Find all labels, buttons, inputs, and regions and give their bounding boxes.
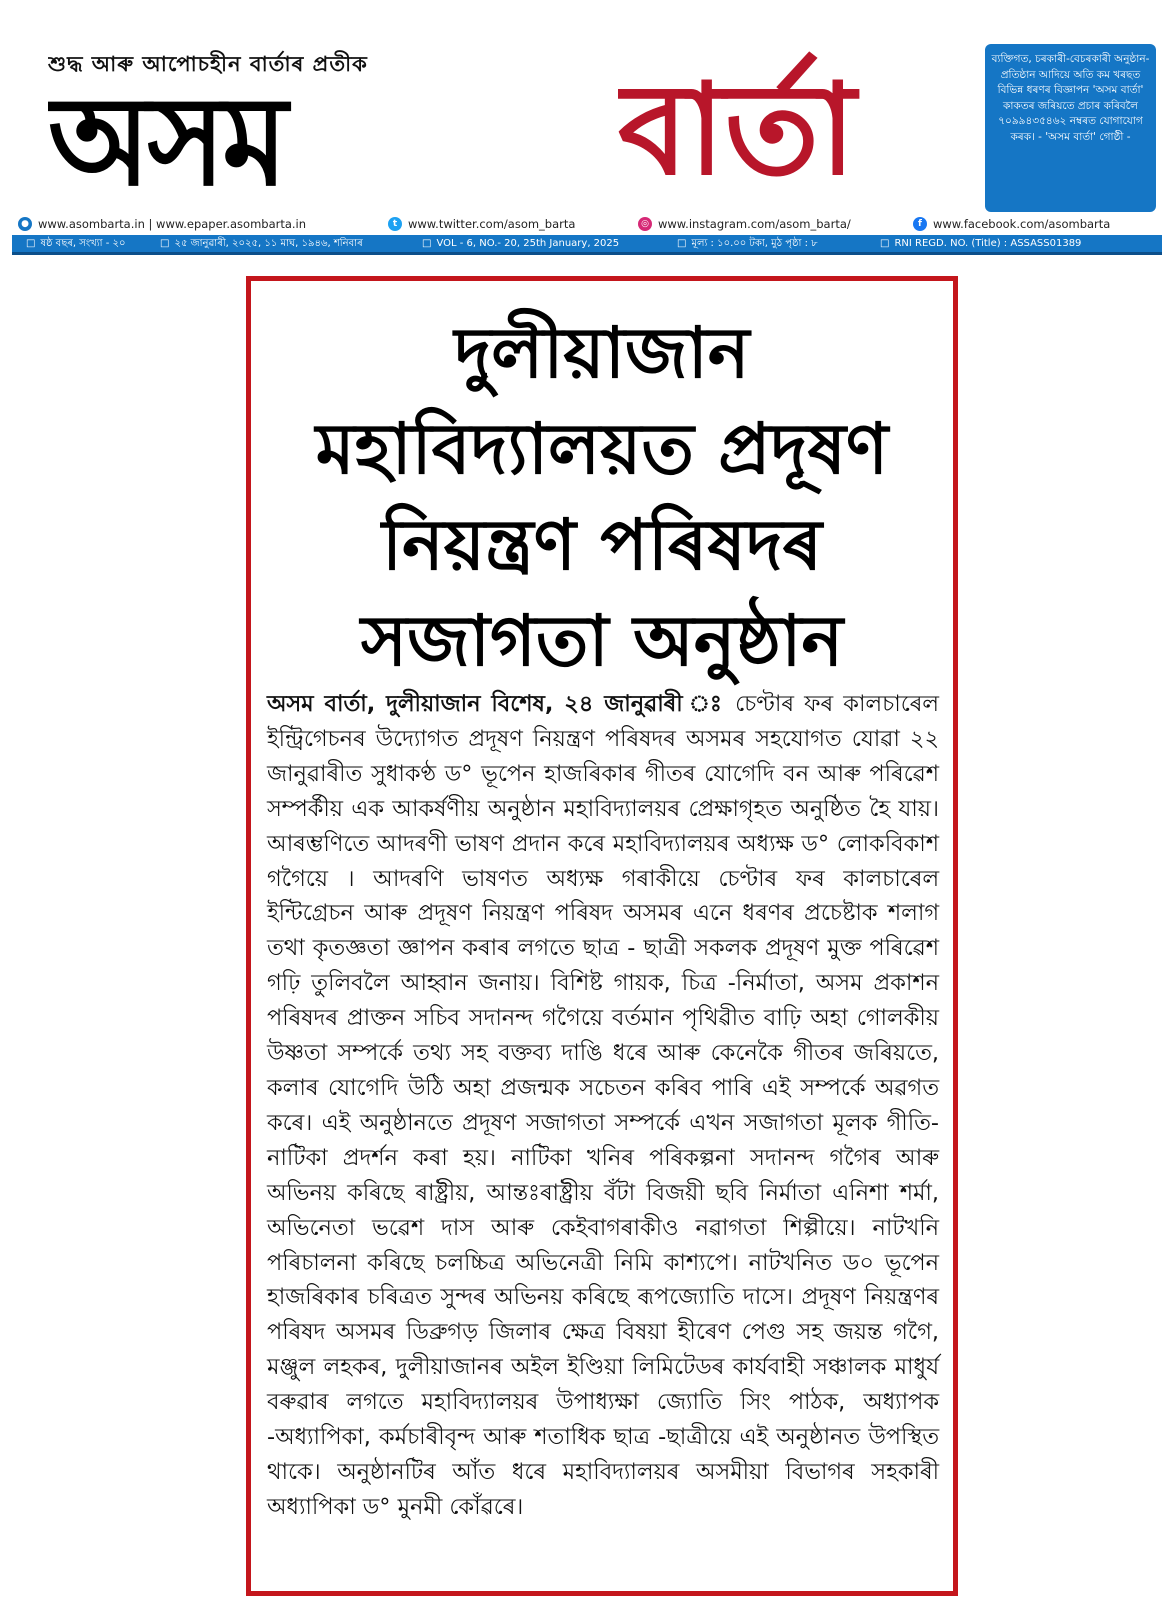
article-body xyxy=(267,687,939,1525)
issue-price: □ মূল্য : ১০.০০ টকা, মুঠ পৃষ্ঠা : ৮ xyxy=(677,235,818,252)
advertisement-box: ব্যক্তিগত, চৰকাৰী-বেচৰকাৰী অনুষ্ঠান-প্ৰতিষ্ঠান আদিয়ে অতি কম খৰছত বিভিন্ন ধৰণৰ বিজ্ঞাপন 'অসম বাৰ্তা' কাকতৰ জৰিয়তে প্ৰচাৰ কৰিবলৈ ৭০৯৯৪৩৫৪৬২ নম্বৰত যোগাযোগ কৰক। - 'অসম বাৰ্তা' গোষ্ঠী - xyxy=(985,44,1156,212)
issue-volume: □ VOL - 6, NO.- 20, 25th January, 2025 xyxy=(422,235,619,252)
article-box xyxy=(246,276,958,1596)
masthead-title-right: বাৰ্তা xyxy=(618,55,856,203)
social-links-row xyxy=(18,217,1158,233)
twitter-link-text: www.twitter.com/asom_barta xyxy=(408,217,576,231)
instagram-icon: ◎ xyxy=(638,217,652,231)
masthead-title-left: অসম xyxy=(48,72,285,210)
instagram-link[interactable] xyxy=(638,217,851,231)
website-link[interactable] xyxy=(18,217,306,231)
issue-info-bar xyxy=(12,235,1162,255)
facebook-link-text: www.facebook.com/asombarta xyxy=(933,217,1111,231)
issue-number: □ ষষ্ঠ বছৰ, সংখ্যা - ২০ xyxy=(26,235,126,252)
facebook-link[interactable] xyxy=(913,217,1110,231)
instagram-link-text: www.instagram.com/asom_barta/ xyxy=(658,217,851,231)
twitter-icon: t xyxy=(388,217,402,231)
twitter-link[interactable] xyxy=(388,217,575,231)
headline-line: নিয়ন্ত্ৰণ পৰিষদৰ xyxy=(381,504,823,586)
headline-line: দুলীয়াজান xyxy=(454,312,750,394)
headline-line: মহাবিদ্যালয়ত প্ৰদূষণ xyxy=(315,408,889,490)
facebook-icon: f xyxy=(913,217,927,231)
website-link-text: www.asombarta.in | www.epaper.asombarta.in xyxy=(38,217,307,231)
issue-date-assamese: □ ২৫ জানুৱাৰী, ২০২৫, ১১ মাঘ, ১৯৪৬, শনিবাৰ xyxy=(160,235,363,252)
headline-line: সজাগতা অনুষ্ঠান xyxy=(360,600,844,682)
rni-registration: □ RNI REGD. NO. (Title) : ASSASS01389 xyxy=(880,235,1081,252)
article-dateline: অসম বাৰ্তা, দুলীয়াজান বিশেষ, ২৪ জানুৱাৰী ঃ xyxy=(267,691,725,717)
article-headline xyxy=(271,305,933,689)
globe-icon: ● xyxy=(18,217,32,231)
masthead-tagline: শুদ্ধ আৰু আপোচহীন বাৰ্তাৰ প্ৰতীক xyxy=(48,52,368,76)
article-body-text: চেণ্টাৰ ফৰ কালচাৰেল ইন্ট্ৰিগেচনৰ উদ্যোগত প্ৰদূষণ নিয়ন্ত্ৰণ পৰিষদৰ অসমৰ সহযোগত যোৱা ২২ জানুৱাৰীত সুধাকণ্ঠ ড° ভূপেন হাজৰিকাৰ গীতৰ যোগেদি বন আৰু পৰিৱেশ সম্পৰ্কীয় এক আকৰ্ষণীয় অনুষ্ঠান মহাবিদ্যালয়ৰ প্ৰেক্ষাগৃহত অনুষ্ঠিত হৈ যায়। আৰম্ভণিতে আদৰণী ভাষণ প্ৰদান কৰে মহাবিদ্যালয়ৰ অধ্যক্ষ ড° লোকবিকাশ গগৈয়ে । আদৰণি ভাষণত অধ্যক্ষ গৰাকীয়ে চেণ্টাৰ ফৰ কালচাৰেল ইন্টিগ্ৰেচন আৰু প্ৰদূষণ নিয়ন্ত্ৰণ পৰিষদ অসমৰ এনে ধৰণৰ প্ৰচেষ্টাক শলাগ তথা কৃতজ্ঞতা জ্ঞাপন কৰাৰ লগতে ছাত্ৰ - ছাত্ৰী সকলক প্ৰদূষণ মুক্ত পৰিৱেশ গঢ়ি তুলিবলৈ আহ্বান জনায়। বিশিষ্ট গায়ক, চিত্ৰ -নিৰ্মাতা, অসম প্ৰকাশন পৰিষদৰ প্ৰাক্তন সচিব সদানন্দ গগৈয়ে বৰ্তমান পৃথিৱীত বাঢ়ি অহা গোলকীয় উষ্ণতা সম্পৰ্কে তথ্য সহ বক্তব্য দাঙি ধৰে আৰু কেনেকৈ গীতৰ জৰিয়তে, কলাৰ যোগেদি উঠি অহা প্ৰজন্মক সচেতন কৰিব পাৰি এই সম্পৰ্কে অৱগত কৰে। এই অনুষ্ঠানতে প্ৰদূষণ সজাগতা সম্পৰ্কে এখন সজাগতা মূলক গীতি-নাটিকা প্ৰদৰ্শন কৰা হয়। নাটিকা খনিৰ পৰিকল্পনা সদানন্দ গগৈৰ আৰু অভিনয় কৰিছে ৰাষ্ট্ৰীয়, আন্তঃৰাষ্ট্ৰীয় বঁটা বিজয়ী ছবি নিৰ্মাতা এনিশা শৰ্মা, অভিনেতা ভৱেশ দাস আৰু কেইবাগৰাকীও নৱাগতা শিল্পীয়ে। নাটখনি পৰিচালনা কৰিছে চলচ্চিত্ৰ অভিনেত্ৰী নিমি কাশ্যপে। নাটখনিত ড০ ভূপেন হাজৰিকাৰ চৰিত্ৰত সুন্দৰ অভিনয় কৰিছে ৰূপজ্যোতি দাসে। প্ৰদূষণ নিয়ন্ত্ৰণৰ পৰিষদ অসমৰ ডিব্ৰুগড় জিলাৰ ক্ষেত্ৰ বিষয়া হীৰেণ পেগু সহ জয়ন্ত গগৈ, মঞ্জুল লহকৰ, দুলীয়াজানৰ অইল ইণ্ডিয়া লিমিটেডৰ কাৰ্যবাহী সঞ্চালক মাধুৰ্য বৰুৱাৰ লগতে মহাবিদ্যালয়ৰ উপাধ্যক্ষা জ্যোতি সিং পাঠক, অধ্যাপক -অধ্যাপিকা, কৰ্মচাৰীবৃন্দ আৰু শতাধিক ছাত্ৰ -ছাত্ৰীয়ে এই অনুষ্ঠানত উপস্থিত থাকে। অনুষ্ঠানটিৰ আঁত ধৰে মহাবিদ্যালয়ৰ অসমীয়া বিভাগৰ সহকাৰী অধ্যাপিকা ড° মুনমী কোঁৱৰে। xyxy=(267,691,939,1520)
